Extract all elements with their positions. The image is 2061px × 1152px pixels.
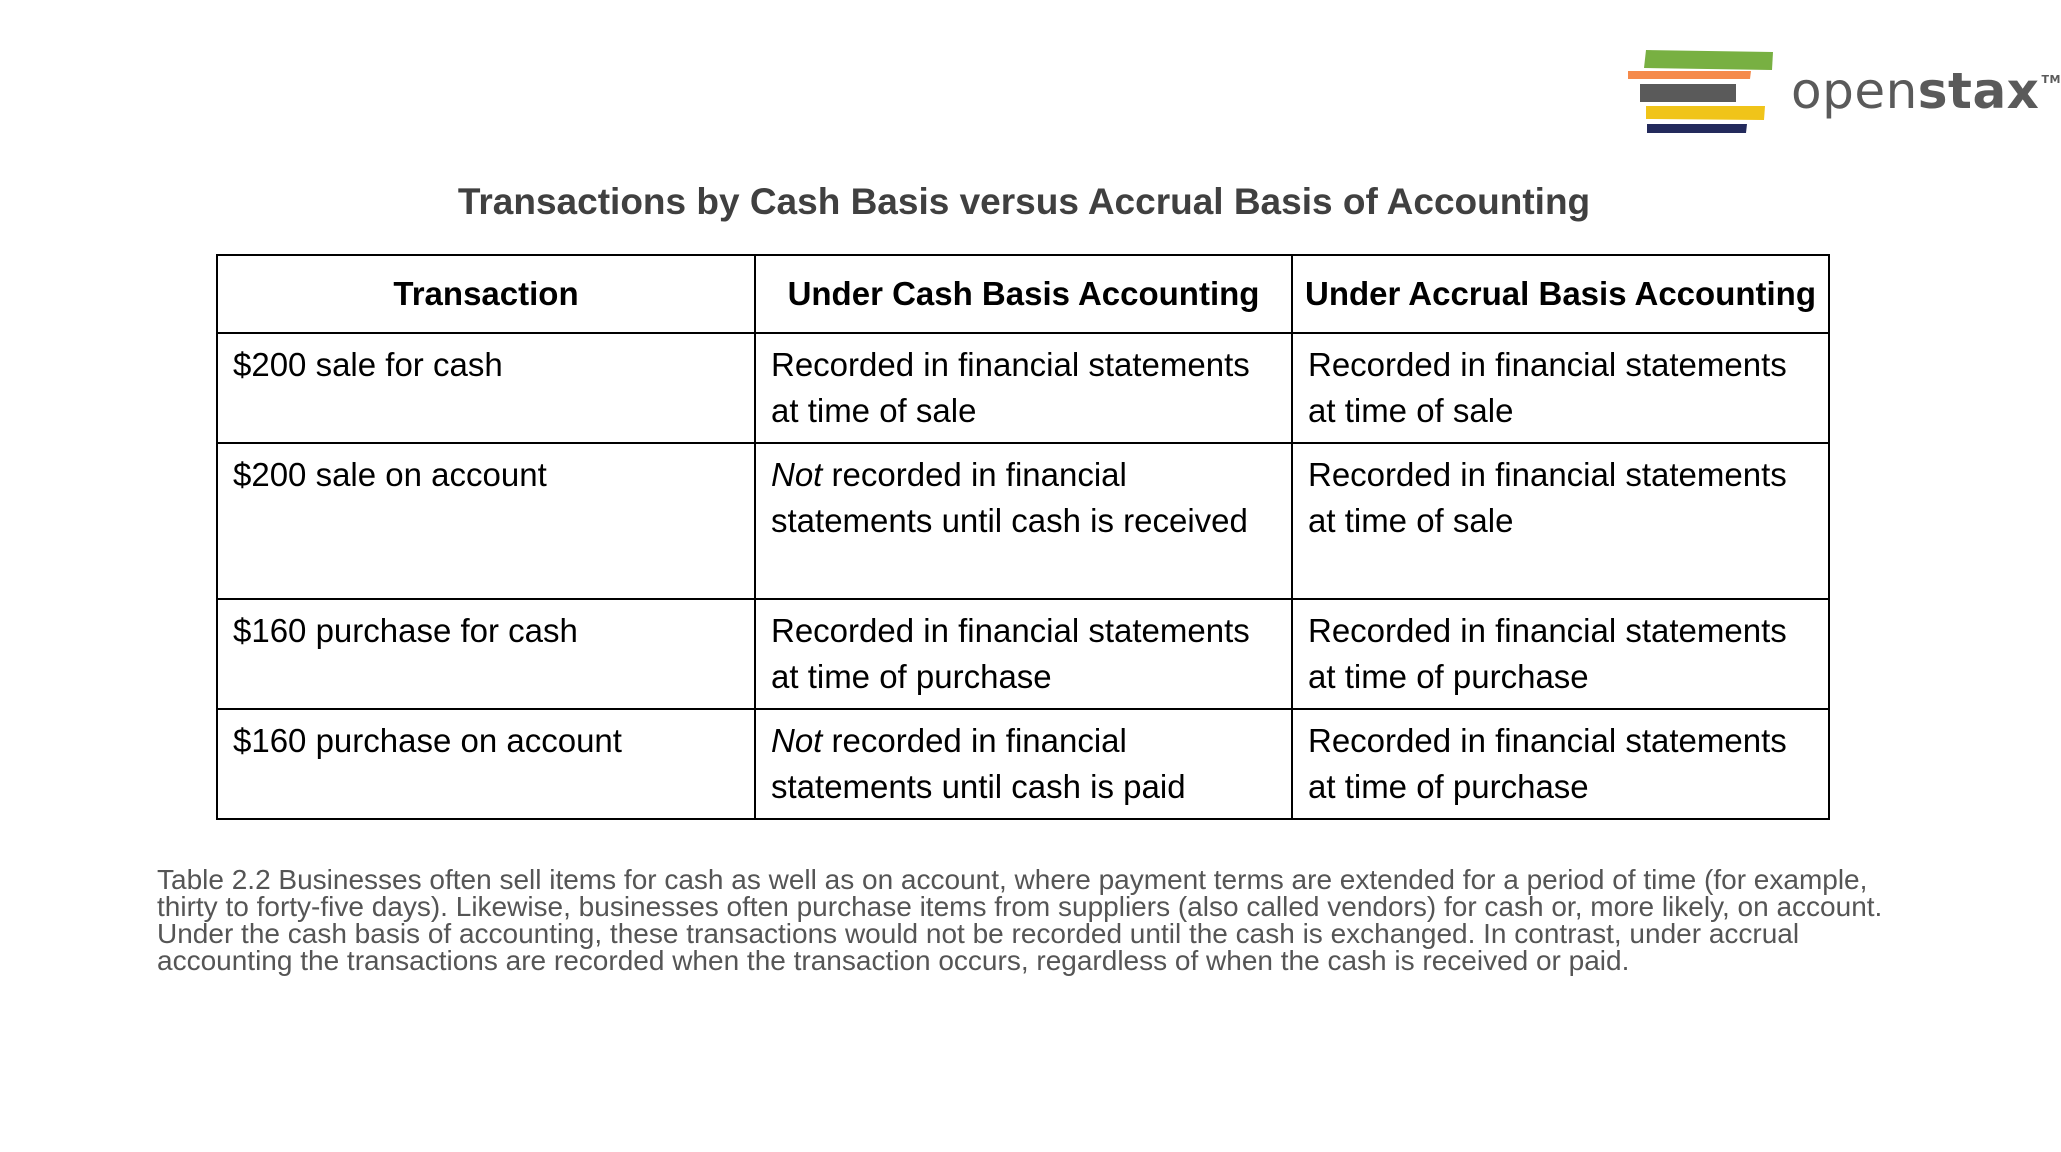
cell-cash-text: recorded in financial statements until cash is paid: [771, 722, 1186, 805]
cell-cash-text: Recorded in financial statements at time of purchase: [771, 612, 1250, 695]
cell-cash-basis: [755, 709, 1292, 819]
table-header-row: [217, 255, 1829, 333]
logo-stripe-navy: [1647, 124, 1747, 133]
cell-accrual-basis: Recorded in financial statements at time of purchase: [1292, 599, 1829, 709]
wordmark-stax: stax: [1917, 62, 2040, 120]
table-row: [217, 443, 1829, 599]
openstax-stripes-icon: [1628, 44, 1778, 144]
logo-stripe-green: [1644, 50, 1773, 70]
logo-stripe-yellow: [1646, 106, 1765, 120]
table-caption: Table 2.2 Businesses often sell items for cash as well as on account, where payment terms are extended for a period of time (for example, thirty to forty-five days). Likewise, businesses often purchase items from suppliers (also called vendors) for cash or, more likely, on account. Under the cash basis of accounting, these transactions would not be recorded until the cash is exchanged. In contrast, under accrual accounting the transactions are recorded when the transaction occurs, regardless of when the cash is received or paid.: [157, 864, 1883, 976]
cell-cash-emphasis: Not: [771, 722, 823, 759]
cell-cash-text: Recorded in financial statements at time of sale: [771, 346, 1250, 429]
cell-accrual-basis: Recorded in financial statements at time of purchase: [1292, 709, 1829, 819]
accounting-comparison-table: [216, 254, 1830, 820]
trademark-symbol: TM: [2041, 73, 2061, 86]
header-cash-basis: Under Cash Basis Accounting: [755, 255, 1292, 333]
cell-accrual-basis: Recorded in financial statements at time of sale: [1292, 333, 1829, 443]
wordmark-open: open: [1791, 62, 1918, 120]
table-row: [217, 333, 1829, 443]
cell-cash-basis: [755, 599, 1292, 709]
table-row: [217, 599, 1829, 709]
cell-transaction: $160 purchase on account: [217, 709, 755, 819]
openstax-wordmark: [1791, 62, 2061, 120]
table-row: [217, 709, 1829, 819]
cell-cash-emphasis: Not: [771, 456, 823, 493]
cell-transaction: $200 sale on account: [217, 443, 755, 599]
header-accrual-basis: Under Accrual Basis Accounting: [1292, 255, 1829, 333]
cell-accrual-basis: Recorded in financial statements at time of sale: [1292, 443, 1829, 599]
cell-cash-basis: [755, 333, 1292, 443]
page-title: Transactions by Cash Basis versus Accrual Basis of Accounting: [457, 181, 1591, 222]
cell-transaction: $160 purchase for cash: [217, 599, 755, 709]
cell-cash-basis: [755, 443, 1292, 599]
openstax-logo: [1628, 44, 2061, 144]
cell-transaction: $200 sale for cash: [217, 333, 755, 443]
logo-stripe-orange: [1628, 71, 1751, 79]
header-transaction: Transaction: [217, 255, 755, 333]
cell-cash-text: recorded in financial statements until cash is received: [771, 456, 1248, 539]
logo-stripe-gray: [1640, 84, 1736, 102]
